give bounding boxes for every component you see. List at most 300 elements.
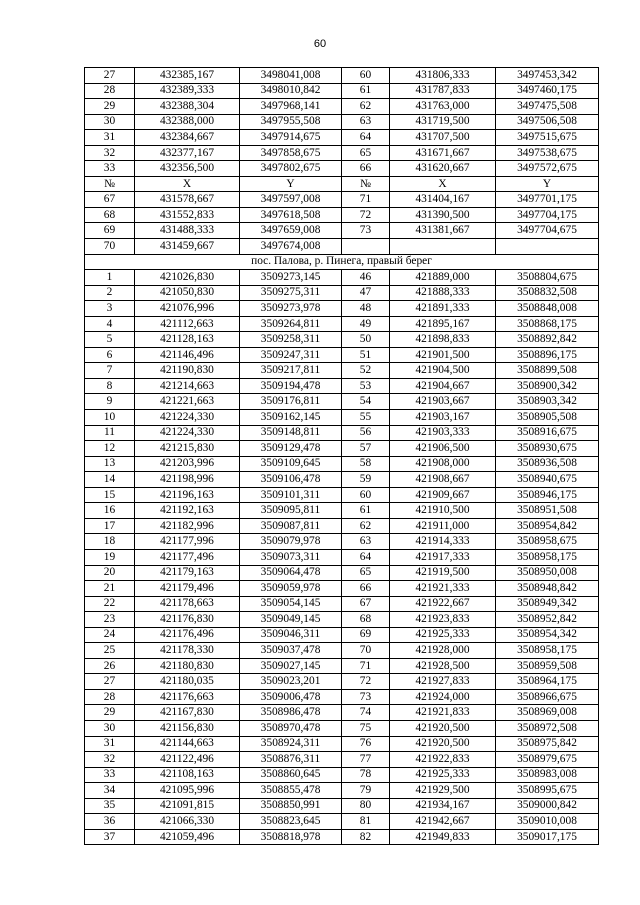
x-coordinate-cell: 421128,163 (135, 332, 240, 348)
y-coordinate-cell: 3508930,675 (496, 441, 599, 457)
table-row (85, 752, 599, 768)
x-coordinate-cell: 431806,333 (390, 68, 496, 84)
point-number-cell: 78 (342, 767, 390, 783)
point-number-cell: 35 (85, 798, 135, 814)
point-number-cell: 6 (85, 347, 135, 363)
table-row (85, 83, 599, 99)
point-number-cell: 31 (85, 130, 135, 146)
x-coordinate-cell: 432388,000 (135, 114, 240, 130)
x-coordinate-cell: 421903,667 (390, 394, 496, 410)
y-coordinate-cell: 3497506,508 (496, 114, 599, 130)
point-number-cell: 37 (85, 829, 135, 845)
table-row (85, 736, 599, 752)
table-row (85, 441, 599, 457)
x-coordinate-cell: 431552,833 (135, 207, 240, 223)
table-row (85, 68, 599, 84)
point-number-cell: 65 (342, 565, 390, 581)
x-coordinate-cell: 421167,830 (135, 705, 240, 721)
point-number-cell: 23 (85, 612, 135, 628)
x-coordinate-cell: 421925,333 (390, 627, 496, 643)
point-number-cell: 77 (342, 752, 390, 768)
y-coordinate-cell: 3509000,842 (496, 798, 599, 814)
point-number-cell: 69 (342, 627, 390, 643)
x-coordinate-cell: 421928,500 (390, 658, 496, 674)
table-row (85, 565, 599, 581)
y-coordinate-cell: 3509109,645 (240, 456, 342, 472)
y-coordinate-cell: 3509010,008 (496, 814, 599, 830)
point-number-cell: 73 (342, 689, 390, 705)
table-row (85, 285, 599, 301)
x-coordinate-cell: 421176,496 (135, 627, 240, 643)
point-number-cell: 21 (85, 581, 135, 597)
y-coordinate-cell: 3497572,675 (496, 161, 599, 177)
point-number-cell: 34 (85, 783, 135, 799)
y-coordinate-cell: 3508905,508 (496, 410, 599, 426)
point-number-cell: 55 (342, 410, 390, 426)
point-number-cell: 5 (85, 332, 135, 348)
y-coordinate-cell: 3508970,478 (240, 720, 342, 736)
section-title: пос. Палова, р. Пинега, правый берег (85, 254, 599, 270)
x-coordinate-cell: 421904,667 (390, 378, 496, 394)
coordinates-table (84, 67, 599, 845)
y-coordinate-cell: 3509059,978 (240, 581, 342, 597)
y-coordinate-cell: 3509054,145 (240, 596, 342, 612)
x-coordinate-cell: 421178,330 (135, 643, 240, 659)
x-coordinate-cell: 431763,000 (390, 99, 496, 115)
table-row (85, 223, 599, 239)
x-coordinate-cell: 421908,000 (390, 456, 496, 472)
point-number-cell: 74 (342, 705, 390, 721)
x-coordinate-cell: 421920,500 (390, 736, 496, 752)
y-coordinate-cell: 3498010,842 (240, 83, 342, 99)
point-number-cell: 62 (342, 99, 390, 115)
point-number-cell: 25 (85, 643, 135, 659)
section-title-row (85, 254, 599, 270)
x-coordinate-cell: 432388,304 (135, 99, 240, 115)
y-coordinate-cell: 3508899,508 (496, 363, 599, 379)
x-coordinate-cell: 421180,035 (135, 674, 240, 690)
point-number-cell: 72 (342, 207, 390, 223)
y-coordinate-cell: 3509194,478 (240, 378, 342, 394)
x-coordinate-cell: 421925,333 (390, 767, 496, 783)
y-coordinate-cell: 3509247,311 (240, 347, 342, 363)
x-coordinate-cell: 431488,333 (135, 223, 240, 239)
x-coordinate-cell: 421903,167 (390, 410, 496, 426)
point-number-cell: 61 (342, 503, 390, 519)
y-coordinate-cell: 3509027,145 (240, 658, 342, 674)
y-coordinate-cell: 3508958,175 (496, 643, 599, 659)
point-number-cell: 47 (342, 285, 390, 301)
point-number-cell: 56 (342, 425, 390, 441)
x-coordinate-cell: 421182,996 (135, 518, 240, 534)
y-coordinate-cell: 3508896,175 (496, 347, 599, 363)
point-number-cell: 18 (85, 534, 135, 550)
x-coordinate-cell: 421144,663 (135, 736, 240, 752)
y-coordinate-cell: 3508804,675 (496, 270, 599, 286)
point-number-cell: 2 (85, 285, 135, 301)
y-coordinate-cell: 3509017,175 (496, 829, 599, 845)
table-row (85, 612, 599, 628)
point-number-cell: 79 (342, 783, 390, 799)
point-number-cell: 53 (342, 378, 390, 394)
x-coordinate-cell: 431459,667 (135, 239, 240, 255)
page-number: 60 (313, 38, 327, 50)
point-number-cell: 30 (85, 114, 135, 130)
x-coordinate-cell: 421066,330 (135, 814, 240, 830)
table-row (85, 114, 599, 130)
x-coordinate-cell: 421923,833 (390, 612, 496, 628)
table-row (85, 347, 599, 363)
y-coordinate-cell: 3508966,675 (496, 689, 599, 705)
y-coordinate-cell: 3508916,675 (496, 425, 599, 441)
x-coordinate-cell: 421122,496 (135, 752, 240, 768)
point-number-cell: 17 (85, 518, 135, 534)
y-coordinate-cell: 3508924,311 (240, 736, 342, 752)
point-number-cell: 15 (85, 487, 135, 503)
y-coordinate-cell: 3497674,008 (240, 239, 342, 255)
y-coordinate-cell: 3509087,811 (240, 518, 342, 534)
x-coordinate-cell: 421177,496 (135, 549, 240, 565)
y-coordinate-cell: 3508868,175 (496, 316, 599, 332)
x-coordinate-cell: 421112,663 (135, 316, 240, 332)
point-number-cell: 75 (342, 720, 390, 736)
x-coordinate-cell: 421901,500 (390, 347, 496, 363)
point-number-cell: 9 (85, 394, 135, 410)
x-coordinate-cell: 421942,667 (390, 814, 496, 830)
x-coordinate-cell: 421922,667 (390, 596, 496, 612)
x-coordinate-cell: 421919,500 (390, 565, 496, 581)
y-coordinate-cell: 3509037,478 (240, 643, 342, 659)
x-coordinate-cell (390, 239, 496, 255)
y-coordinate-cell: 3509275,311 (240, 285, 342, 301)
point-number-cell: 63 (342, 114, 390, 130)
point-number-cell: 64 (342, 549, 390, 565)
y-coordinate-cell: 3508900,342 (496, 378, 599, 394)
y-coordinate-cell: 3497704,675 (496, 223, 599, 239)
y-coordinate-cell: 3509129,478 (240, 441, 342, 457)
y-coordinate-cell: 3508964,175 (496, 674, 599, 690)
x-coordinate-cell: 421921,833 (390, 705, 496, 721)
point-number-cell: 81 (342, 814, 390, 830)
point-number-cell: 82 (342, 829, 390, 845)
y-coordinate-cell: 3497914,675 (240, 130, 342, 146)
point-number-cell: 57 (342, 441, 390, 457)
y-coordinate-cell: 3508969,008 (496, 705, 599, 721)
y-coordinate-cell: 3508946,175 (496, 487, 599, 503)
point-number-cell: 20 (85, 565, 135, 581)
x-coordinate-cell: 421091,815 (135, 798, 240, 814)
x-coordinate-cell: 421928,000 (390, 643, 496, 659)
table-row (85, 301, 599, 317)
point-number-cell: 69 (85, 223, 135, 239)
x-coordinate-cell: 421927,833 (390, 674, 496, 690)
y-coordinate-cell: 3508832,508 (496, 285, 599, 301)
y-coordinate-cell: 3509176,811 (240, 394, 342, 410)
y-coordinate-cell: 3497453,342 (496, 68, 599, 84)
point-number-cell: 26 (85, 658, 135, 674)
x-coordinate-cell: 421180,830 (135, 658, 240, 674)
x-coordinate-cell: 421076,996 (135, 301, 240, 317)
point-number-cell: 12 (85, 441, 135, 457)
table-row (85, 534, 599, 550)
y-coordinate-cell: 3508951,508 (496, 503, 599, 519)
y-coordinate-cell: 3509049,145 (240, 612, 342, 628)
x-coordinate-cell: 421909,667 (390, 487, 496, 503)
x-coordinate-cell: 421910,500 (390, 503, 496, 519)
y-coordinate-cell: 3509148,811 (240, 425, 342, 441)
point-number-cell: 58 (342, 456, 390, 472)
column-header: Y (240, 176, 342, 192)
point-number-cell: 67 (85, 192, 135, 208)
table-row (85, 363, 599, 379)
y-coordinate-cell: 3509264,811 (240, 316, 342, 332)
x-coordinate-cell: 421917,333 (390, 549, 496, 565)
y-coordinate-cell: 3497659,008 (240, 223, 342, 239)
x-coordinate-cell: 421190,830 (135, 363, 240, 379)
x-coordinate-cell: 421889,000 (390, 270, 496, 286)
y-coordinate-cell: 3508952,842 (496, 612, 599, 628)
column-header: № (342, 176, 390, 192)
point-number-cell: 7 (85, 363, 135, 379)
x-coordinate-cell: 421196,163 (135, 487, 240, 503)
point-number-cell: 46 (342, 270, 390, 286)
column-header: № (85, 176, 135, 192)
y-coordinate-cell: 3508936,508 (496, 456, 599, 472)
x-coordinate-cell: 421178,663 (135, 596, 240, 612)
table-row (85, 130, 599, 146)
table-row (85, 161, 599, 177)
y-coordinate-cell: 3497968,141 (240, 99, 342, 115)
y-coordinate-cell: 3509273,978 (240, 301, 342, 317)
point-number-cell: 68 (342, 612, 390, 628)
point-number-cell: 52 (342, 363, 390, 379)
y-coordinate-cell: 3509023,201 (240, 674, 342, 690)
table-row (85, 658, 599, 674)
y-coordinate-cell: 3497460,175 (496, 83, 599, 99)
table-row (85, 596, 599, 612)
y-coordinate-cell: 3509162,145 (240, 410, 342, 426)
table-row (85, 394, 599, 410)
y-coordinate-cell: 3497704,175 (496, 207, 599, 223)
x-coordinate-cell: 432384,667 (135, 130, 240, 146)
y-coordinate-cell: 3508972,508 (496, 720, 599, 736)
y-coordinate-cell: 3508975,842 (496, 736, 599, 752)
x-coordinate-cell: 431404,167 (390, 192, 496, 208)
point-number-cell: 73 (342, 223, 390, 239)
y-coordinate-cell: 3508948,842 (496, 581, 599, 597)
x-coordinate-cell: 421924,000 (390, 689, 496, 705)
y-coordinate-cell: 3497858,675 (240, 145, 342, 161)
table-row (85, 456, 599, 472)
point-number-cell: 14 (85, 472, 135, 488)
x-coordinate-cell: 421929,500 (390, 783, 496, 799)
y-coordinate-cell: 3508983,008 (496, 767, 599, 783)
point-number-cell: 22 (85, 596, 135, 612)
y-coordinate-cell: 3508818,978 (240, 829, 342, 845)
point-number-cell: 66 (342, 161, 390, 177)
y-coordinate-cell: 3508823,645 (240, 814, 342, 830)
point-number-cell: 8 (85, 378, 135, 394)
table-row (85, 783, 599, 799)
point-number-cell: 61 (342, 83, 390, 99)
point-number-cell: 32 (85, 752, 135, 768)
y-coordinate-cell: 3509101,311 (240, 487, 342, 503)
x-coordinate-cell: 421221,663 (135, 394, 240, 410)
y-coordinate-cell: 3508959,508 (496, 658, 599, 674)
point-number-cell: 66 (342, 581, 390, 597)
point-number-cell: 80 (342, 798, 390, 814)
x-coordinate-cell: 421179,163 (135, 565, 240, 581)
table-row (85, 332, 599, 348)
y-coordinate-cell: 3508848,008 (496, 301, 599, 317)
table-row (85, 503, 599, 519)
point-number-cell: 71 (342, 658, 390, 674)
y-coordinate-cell: 3509073,311 (240, 549, 342, 565)
table-row (85, 378, 599, 394)
x-coordinate-cell: 421176,663 (135, 689, 240, 705)
y-coordinate-cell: 3508979,675 (496, 752, 599, 768)
point-number-cell: 30 (85, 720, 135, 736)
x-coordinate-cell: 432389,333 (135, 83, 240, 99)
y-coordinate-cell: 3508892,842 (496, 332, 599, 348)
x-coordinate-cell: 421888,333 (390, 285, 496, 301)
table-row (85, 674, 599, 690)
x-coordinate-cell: 421903,333 (390, 425, 496, 441)
y-coordinate-cell: 3508950,008 (496, 565, 599, 581)
y-coordinate-cell: 3508958,675 (496, 534, 599, 550)
point-number-cell: 60 (342, 68, 390, 84)
y-coordinate-cell: 3509064,478 (240, 565, 342, 581)
point-number-cell: 13 (85, 456, 135, 472)
point-number-cell (342, 239, 390, 255)
y-coordinate-cell: 3508995,675 (496, 783, 599, 799)
point-number-cell: 60 (342, 487, 390, 503)
point-number-cell: 50 (342, 332, 390, 348)
x-coordinate-cell: 432356,500 (135, 161, 240, 177)
x-coordinate-cell: 421908,667 (390, 472, 496, 488)
table-row (85, 316, 599, 332)
x-coordinate-cell: 421911,000 (390, 518, 496, 534)
table-row (85, 192, 599, 208)
y-coordinate-cell: 3497618,508 (240, 207, 342, 223)
table-row (85, 705, 599, 721)
y-coordinate-cell: 3497955,508 (240, 114, 342, 130)
y-coordinate-cell: 3508876,311 (240, 752, 342, 768)
point-number-cell: 10 (85, 410, 135, 426)
table-row (85, 425, 599, 441)
point-number-cell: 72 (342, 674, 390, 690)
table-row (85, 814, 599, 830)
table-row (85, 767, 599, 783)
x-coordinate-cell: 431390,500 (390, 207, 496, 223)
x-coordinate-cell: 421095,996 (135, 783, 240, 799)
x-coordinate-cell: 431620,667 (390, 161, 496, 177)
table-row (85, 798, 599, 814)
point-number-cell: 63 (342, 534, 390, 550)
y-coordinate-cell: 3509217,811 (240, 363, 342, 379)
y-coordinate-cell: 3509006,478 (240, 689, 342, 705)
point-number-cell: 32 (85, 145, 135, 161)
point-number-cell: 28 (85, 689, 135, 705)
x-coordinate-cell: 431707,500 (390, 130, 496, 146)
y-coordinate-cell: 3498041,008 (240, 68, 342, 84)
x-coordinate-cell: 421156,830 (135, 720, 240, 736)
x-coordinate-cell: 421906,500 (390, 441, 496, 457)
table-row (85, 472, 599, 488)
x-coordinate-cell: 421224,330 (135, 425, 240, 441)
point-number-cell: 3 (85, 301, 135, 317)
point-number-cell: 64 (342, 130, 390, 146)
point-number-cell: 29 (85, 99, 135, 115)
point-number-cell: 1 (85, 270, 135, 286)
x-coordinate-cell: 421176,830 (135, 612, 240, 628)
x-coordinate-cell: 421192,163 (135, 503, 240, 519)
point-number-cell: 67 (342, 596, 390, 612)
point-number-cell: 11 (85, 425, 135, 441)
y-coordinate-cell: 3497515,675 (496, 130, 599, 146)
table-row (85, 145, 599, 161)
point-number-cell: 28 (85, 83, 135, 99)
point-number-cell: 68 (85, 207, 135, 223)
x-coordinate-cell: 421215,830 (135, 441, 240, 457)
y-coordinate-cell: 3509106,478 (240, 472, 342, 488)
column-header: X (135, 176, 240, 192)
x-coordinate-cell: 421108,163 (135, 767, 240, 783)
x-coordinate-cell: 421898,833 (390, 332, 496, 348)
y-coordinate-cell: 3497802,675 (240, 161, 342, 177)
point-number-cell: 54 (342, 394, 390, 410)
x-coordinate-cell: 421050,830 (135, 285, 240, 301)
x-coordinate-cell: 421179,496 (135, 581, 240, 597)
point-number-cell: 27 (85, 68, 135, 84)
x-coordinate-cell: 421914,333 (390, 534, 496, 550)
y-coordinate-cell: 3508954,342 (496, 627, 599, 643)
point-number-cell: 59 (342, 472, 390, 488)
table-row (85, 720, 599, 736)
y-coordinate-cell: 3509046,311 (240, 627, 342, 643)
x-coordinate-cell: 432377,167 (135, 145, 240, 161)
y-coordinate-cell: 3509258,311 (240, 332, 342, 348)
point-number-cell: 70 (85, 239, 135, 255)
x-coordinate-cell: 421949,833 (390, 829, 496, 845)
x-coordinate-cell: 421214,663 (135, 378, 240, 394)
table-row (85, 207, 599, 223)
point-number-cell: 70 (342, 643, 390, 659)
x-coordinate-cell: 421224,330 (135, 410, 240, 426)
point-number-cell: 24 (85, 627, 135, 643)
table-row (85, 689, 599, 705)
point-number-cell: 76 (342, 736, 390, 752)
x-coordinate-cell: 421146,496 (135, 347, 240, 363)
x-coordinate-cell: 421891,333 (390, 301, 496, 317)
table-row (85, 270, 599, 286)
x-coordinate-cell: 421177,996 (135, 534, 240, 550)
y-coordinate-cell: 3508850,991 (240, 798, 342, 814)
y-coordinate-cell: 3508958,175 (496, 549, 599, 565)
x-coordinate-cell: 431787,833 (390, 83, 496, 99)
x-coordinate-cell: 421922,833 (390, 752, 496, 768)
table-row (85, 99, 599, 115)
y-coordinate-cell: 3508949,342 (496, 596, 599, 612)
y-coordinate-cell: 3508954,842 (496, 518, 599, 534)
point-number-cell: 19 (85, 549, 135, 565)
x-coordinate-cell: 431381,667 (390, 223, 496, 239)
y-coordinate-cell: 3497597,008 (240, 192, 342, 208)
table-row (85, 549, 599, 565)
table-row (85, 410, 599, 426)
x-coordinate-cell: 421026,830 (135, 270, 240, 286)
y-coordinate-cell: 3508855,478 (240, 783, 342, 799)
